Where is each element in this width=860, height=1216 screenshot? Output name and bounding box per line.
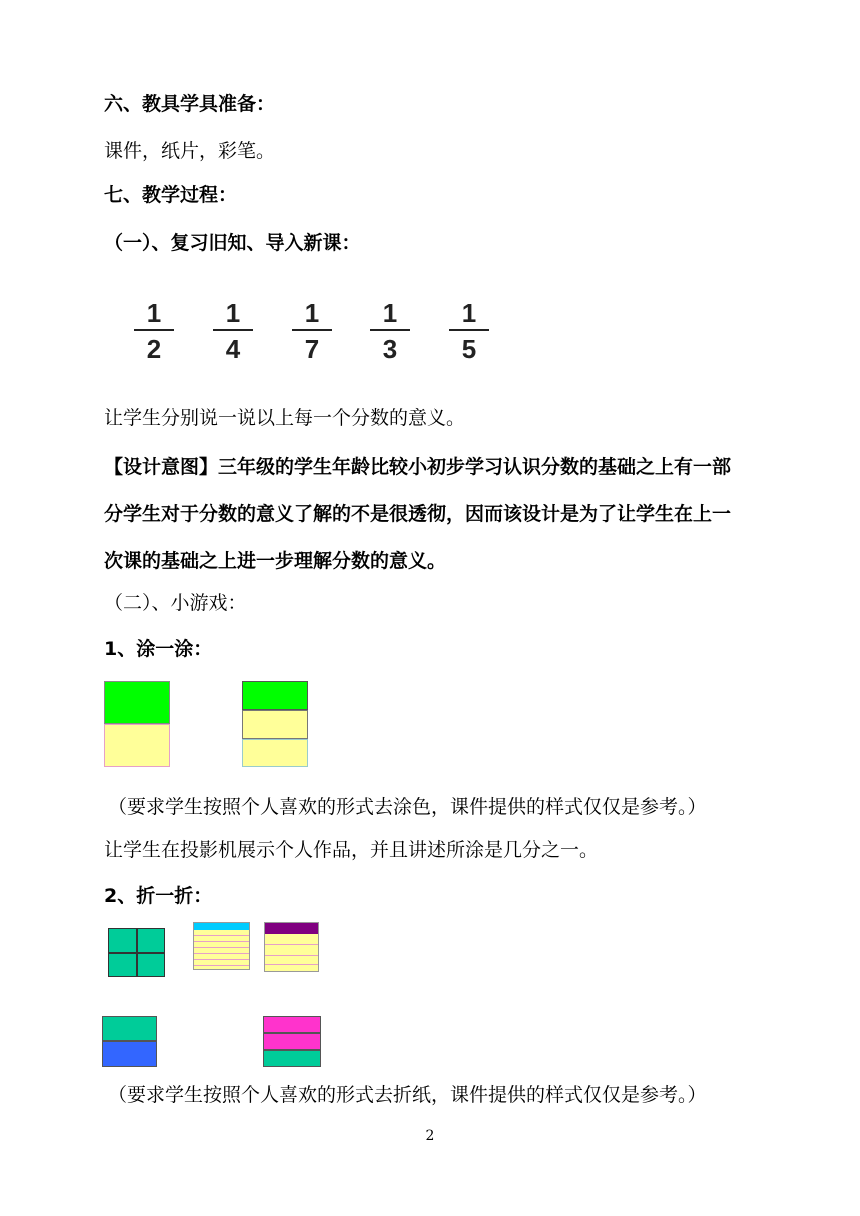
coloring-figure-thirds	[242, 681, 308, 767]
colored-half	[102, 1016, 157, 1041]
fold-line	[194, 953, 249, 954]
fraction-denominator: 4	[225, 334, 241, 364]
game-1-title: 1、涂一涂：	[104, 638, 213, 660]
fraction-1-7	[292, 300, 332, 362]
section-6-title: 六、教具学具准备：	[104, 93, 276, 115]
game-1-prompt: 让学生在投影机展示个人作品，并且讲述所涂是几分之一。	[104, 839, 599, 861]
game-2-title: 2、折一折：	[104, 885, 213, 907]
design-intent-paragraph	[104, 455, 784, 573]
colored-third	[263, 1033, 321, 1050]
fold-line	[194, 959, 249, 960]
coloring-figure-halves	[104, 681, 170, 767]
design-intent-line: 【设计意图】三年级的学生年龄比较小初步学习认识分数的基础之上有一部	[104, 456, 732, 478]
colored-half	[104, 681, 170, 724]
colored-third	[263, 1016, 321, 1033]
colored-strip	[194, 923, 249, 930]
fold-line	[194, 941, 249, 942]
folding-figure-quarters	[108, 928, 165, 977]
fold-line	[194, 935, 249, 936]
fraction-1-3	[370, 300, 410, 362]
section-7-title: 七、教学过程：	[104, 184, 238, 206]
fold-line	[109, 952, 164, 954]
fraction-numerator: 1	[304, 298, 320, 328]
folding-figure-strips-cyan	[193, 922, 250, 970]
fold-line	[194, 965, 249, 966]
game-1-note: （要求学生按照个人喜欢的形式去涂色，课件提供的样式仅仅是参考。）	[108, 796, 707, 818]
fold-line	[265, 964, 318, 965]
fold-line	[265, 944, 318, 945]
design-intent-line: 分学生对于分数的意义了解的不是很透彻，因而该设计是为了让学生在上一	[104, 503, 732, 525]
fold-line	[265, 955, 318, 956]
fraction-numerator: 1	[382, 298, 398, 328]
subsection-2-title: （二）、小游戏：	[104, 592, 247, 614]
fraction-denominator: 2	[146, 334, 162, 364]
uncolored-third	[242, 739, 308, 767]
colored-strip	[265, 923, 318, 934]
colored-half	[102, 1041, 157, 1067]
fraction-numerator: 1	[225, 298, 241, 328]
folding-figure-strips-purple	[264, 922, 319, 972]
subsection-1-prompt: 让学生分别说一说以上每一个分数的意义。	[104, 407, 466, 429]
fraction-bar	[449, 329, 489, 331]
colored-third	[242, 681, 308, 710]
fraction-bar	[292, 329, 332, 331]
folding-figure-halves	[102, 1016, 157, 1067]
subsection-1-title: （一）、复习旧知、导入新课：	[104, 232, 361, 254]
fraction-denominator: 5	[461, 334, 477, 364]
fraction-bar	[134, 329, 174, 331]
fraction-bar	[370, 329, 410, 331]
uncolored-third	[242, 710, 308, 739]
fraction-denominator: 7	[304, 334, 320, 364]
fraction-denominator: 3	[382, 334, 398, 364]
design-intent-line: 次课的基础之上进一步理解分数的意义。	[104, 550, 447, 572]
colored-third	[263, 1050, 321, 1067]
fraction-numerator: 1	[146, 298, 162, 328]
fraction-bar	[213, 329, 253, 331]
folding-figure-thirds	[263, 1016, 321, 1067]
game-2-note: （要求学生按照个人喜欢的形式去折纸，课件提供的样式仅仅是参考。）	[108, 1084, 707, 1106]
fraction-1-4	[213, 300, 253, 362]
section-6-body: 课件，纸片，彩笔。	[104, 140, 276, 162]
page-number: 2	[425, 1128, 435, 1144]
fraction-1-5	[449, 300, 489, 362]
fraction-1-2	[134, 300, 174, 362]
fraction-numerator: 1	[461, 298, 477, 328]
uncolored-half	[104, 724, 170, 767]
fold-line	[194, 947, 249, 948]
